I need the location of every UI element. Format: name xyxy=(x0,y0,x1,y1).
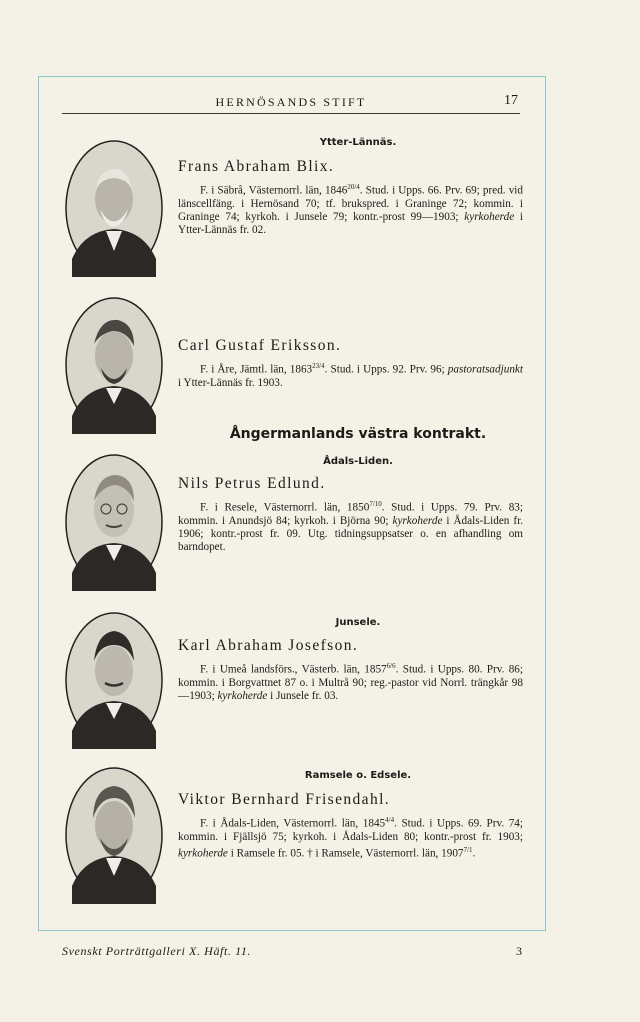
portrait-image xyxy=(64,139,164,277)
entry-bio: F. i Resele, Västernorrl. län, $1850^{7/10}$. Stud. i Upps. 79. Prv. 83; kommin. i Anundsjö 84; kyrkoh. i Björna 90; kyrkoherde i Ådals-Liden fr. 1906; kontr.-prost fr. 09. Utg. tidningsuppsatser o. en afhandling om barndopet. xyxy=(178,500,523,553)
heading-adals-liden: Ådals-Liden. xyxy=(323,456,393,467)
entry-name: Frans Abraham Blix. xyxy=(178,158,335,175)
portrait-josefson xyxy=(64,611,164,749)
entry-bio: F. i Åre, Jämtl. län, $1863^{23/4}$. Stud. i Upps. 92. Prv. 96; pastoratsadjunkt i Ytter-Lännäs fr. 1903. xyxy=(178,362,523,389)
entry-name: Karl Abraham Josefson. xyxy=(178,637,359,654)
portrait-edlund xyxy=(64,453,164,591)
entry-name: Nils Petrus Edlund. xyxy=(178,475,326,492)
heading-ramsele: Ramsele o. Edsele. xyxy=(304,770,412,781)
footer-signature: 3 xyxy=(516,944,522,958)
running-head xyxy=(62,93,520,114)
portrait-frisendahl xyxy=(64,766,164,904)
entry-frisendahl xyxy=(178,791,523,860)
entry-name: Carl Gustaf Eriksson. xyxy=(178,337,342,354)
entry-bio: F. i Säbrå, Västernorrl. län, $1846^{20/4}$. Stud. i Upps. 66. Prv. 69; pred. vid länscellfäng. i Hernösand 70; tf. brukspred. i Graninge 72; kommin. i Graninge 74; kyrkoh. i Junsele 79; kontr.-prost 99—1903; kyrkoherde i Ytter-Lännäs fr. 02. xyxy=(178,183,523,236)
running-title: HERNÖSANDS STIFT xyxy=(215,95,367,109)
heading-junsele: Junsele. xyxy=(335,617,381,628)
page-footer xyxy=(62,944,522,959)
entry-bio: F. i Ådals-Liden, Västernorrl. län, $1845^{4/4}$. Stud. i Upps. 69. Prv. 74; kommin. i Fjällsjö 75; kyrkoh. i Ådals-Liden 80; kontr.-prost fr. 1903; kyrkoherde i Ramsele fr. 05. † i Ramsele, Västernorrl. län, $1907^{7/1}$. xyxy=(178,816,523,860)
entry-josefson xyxy=(178,637,523,703)
portrait-blix xyxy=(64,139,164,277)
portrait-eriksson xyxy=(64,296,164,434)
portrait-image xyxy=(64,453,164,591)
heading-contract: Ångermanlands västra kontrakt. xyxy=(229,426,487,442)
portrait-image xyxy=(64,296,164,434)
portrait-image xyxy=(64,766,164,904)
page-number: 17 xyxy=(504,93,518,108)
entry-edlund xyxy=(178,475,523,554)
heading-ytter-lannas: Ytter-Lännäs. xyxy=(319,137,397,148)
entry-bio: F. i Umeå landsförs., Västerb. län, $1857^{6/6}$. Stud. i Upps. 80. Prv. 86; kommin. i Borgvattnet 87 o. i Multrå 90; reg.-pastor vid Norrl. trängkår 98—1903; kyrkoherde i Junsele fr. 03. xyxy=(178,662,524,702)
entry-blix xyxy=(178,158,523,237)
entry-eriksson xyxy=(178,337,523,390)
footer-publication: Svenskt Porträttgalleri X. Häft. 11. xyxy=(62,944,252,958)
entry-name: Viktor Bernhard Frisendahl. xyxy=(178,791,391,808)
portrait-image xyxy=(64,611,164,749)
